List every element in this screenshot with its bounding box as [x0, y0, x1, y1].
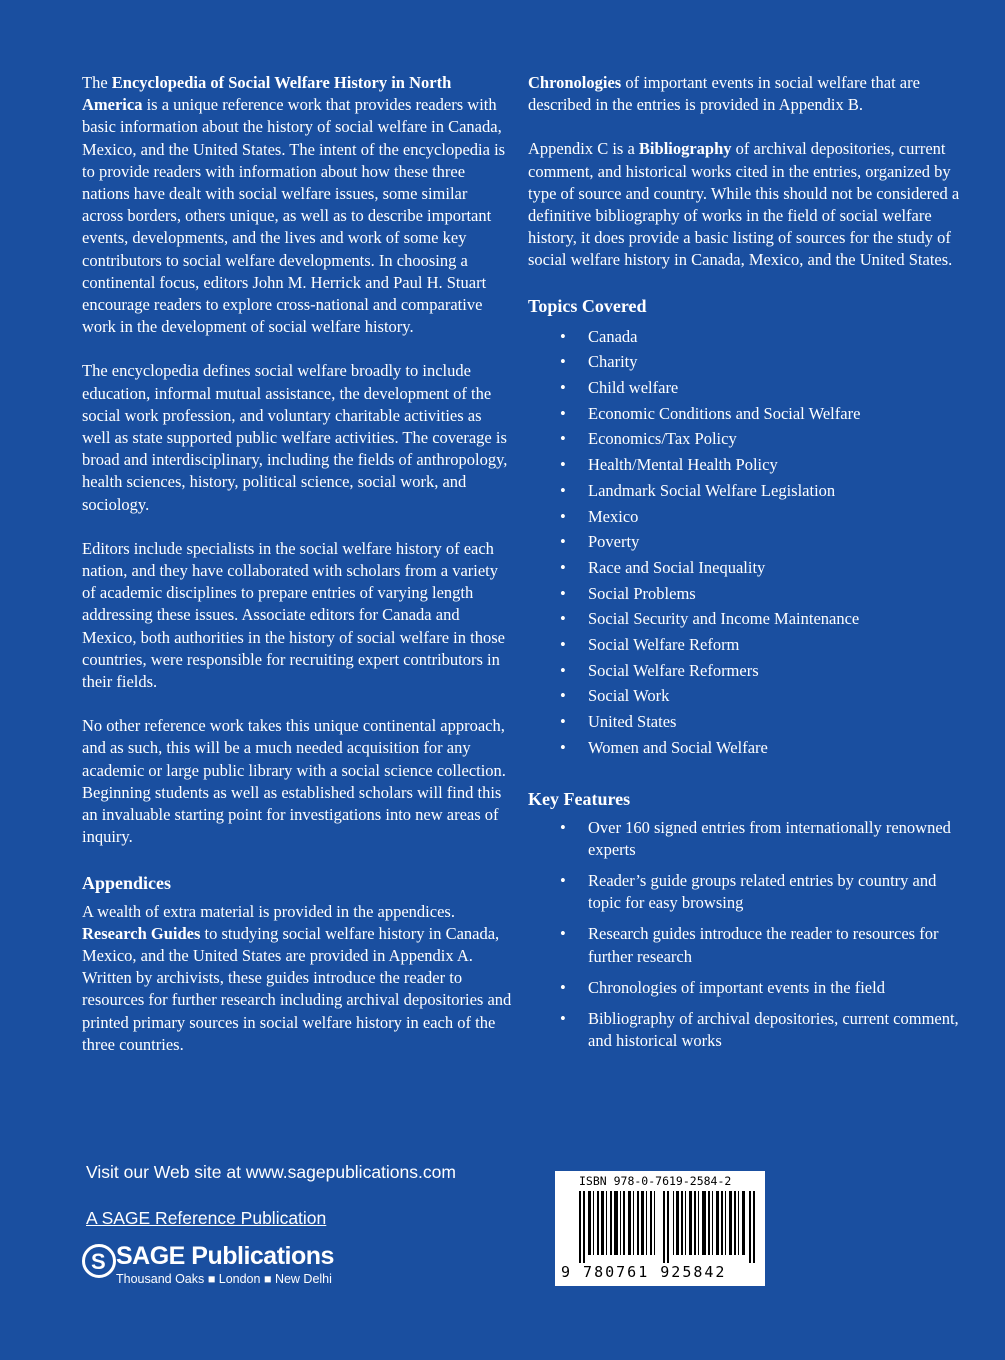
right-column [528, 72, 968, 1061]
list-item: • Child welfare [528, 375, 968, 401]
list-item: • Canada [528, 324, 968, 350]
publisher-name: SAGE Publications [116, 1242, 334, 1270]
barcode-digits: 9 780761 925842 [561, 1263, 727, 1281]
list-item: • Health/Mental Health Policy [528, 452, 968, 478]
list-item: • Social Security and Income Maintenance [528, 606, 968, 632]
intro-paragraph-4: No other reference work takes this unique continental approach, and as such, this will be a much needed acquisition for any academic or large public library with a social science collection. Beginning students as well as established scholars will find this an invaluable starting point for investigations into new areas of inquiry. [82, 716, 506, 847]
list-item: • Economic Conditions and Social Welfare [528, 401, 968, 427]
list-item: • Race and Social Inequality [528, 555, 968, 581]
list-item: • Social Problems [528, 581, 968, 607]
list-item: • Economics/Tax Policy [528, 426, 968, 452]
list-item: • Social Work [528, 683, 968, 709]
list-item: • Women and Social Welfare [528, 735, 968, 761]
list-item: • Mexico [528, 504, 968, 530]
list-item: • Social Welfare Reformers [528, 658, 968, 684]
sage-reference-label: A SAGE Reference Publication [86, 1208, 327, 1228]
isbn-label: ISBN 978-0-7619-2584-2 [579, 1174, 732, 1188]
sage-logo [82, 1244, 382, 1290]
features-heading: Key Features [528, 788, 631, 809]
sage-logo-icon: S [82, 1244, 116, 1278]
features-list [528, 817, 968, 1053]
website-link[interactable]: Visit our Web site at www.sagepublications.com [86, 1162, 456, 1182]
topics-heading: Topics Covered [528, 295, 647, 316]
barcode-bars-icon [579, 1191, 755, 1263]
intro-paragraph-2: The encyclopedia defines social welfare broadly to include education, informal mutual assistance, the development of the social work profession, and voluntary charitable activities as well as state supported public welfare activities. The coverage is broad and interdisciplinary, including the fields of anthropology, health sciences, history, political science, social work, and sociology. [82, 361, 508, 514]
list-item: • Over 160 signed entries from internationally renowned experts [528, 817, 968, 861]
list-item: • Chronologies of important events in the field [528, 977, 968, 999]
encyclopedia-title: Encyclopedia of Social Welfare History in North America [82, 73, 452, 115]
bibliography-paragraph: Appendix C is a Bibliography of archival depositories, current comment, and historical works cited in the entries, organized by type of source and country. While this should not be considered a definitive bibliography of works in the field of social welfare history, it does provide a basic listing of sources for the study of social welfare history in Canada, Mexico, and the United States. [528, 139, 960, 270]
left-column [82, 72, 512, 1078]
appendices-paragraph: A wealth of extra material is provided in the appendices. Research Guides to studying social welfare history in Canada, Mexico, and the United States are provided in Appendix A. Written by archivists, these guides introduce the reader to resources for further research including archival depositories and printed primary sources in social welfare history in each of the three countries. [82, 901, 512, 1054]
list-item: • Reader’s guide groups related entries by country and topic for easy browsing [528, 870, 968, 914]
list-item: • Charity [528, 349, 968, 375]
publisher-cities: Thousand Oaks ■ London ■ New Delhi [116, 1272, 332, 1286]
list-item: • Social Welfare Reform [528, 632, 968, 658]
barcode [555, 1171, 765, 1286]
list-item: • Bibliography of archival depositories, current comment, and historical works [528, 1008, 968, 1052]
list-item: • Research guides introduce the reader to resources for further research [528, 923, 968, 967]
appendices-heading: Appendices [82, 872, 172, 893]
chronologies-paragraph: Chronologies of important events in social welfare that are described in the entries is provided in Appendix B. [528, 73, 920, 115]
list-item: • United States [528, 709, 968, 735]
intro-paragraph-3: Editors include specialists in the social welfare history of each nation, and they have collaborated with scholars from a variety of academic disciplines to prepare entries of varying length addressing these issues. Associate editors for Canada and Mexico, both authorities in the history of social welfare in those countries, were responsible for recruiting expert contributors in their fields. [82, 538, 505, 692]
intro-paragraph-1: The Encyclopedia of Social Welfare History in North America is a unique reference work that provides readers with basic information about the history of social welfare in Canada, Mexico, and the United States. The intent of the encyclopedia is to provide readers with information about how these three nations have dealt with social welfare issues, some similar across borders, others unique, as well as to describe important events, developments, and the lives and work of some key contributors to social welfare developments. In choosing a continental focus, editors John M. Herrick and Paul H. Stuart encourage readers to explore cross-national and comparative work in the development of social welfare history. [82, 73, 506, 337]
list-item: • Landmark Social Welfare Legislation [528, 478, 968, 504]
topics-list [528, 324, 968, 761]
list-item: • Poverty [528, 529, 968, 555]
